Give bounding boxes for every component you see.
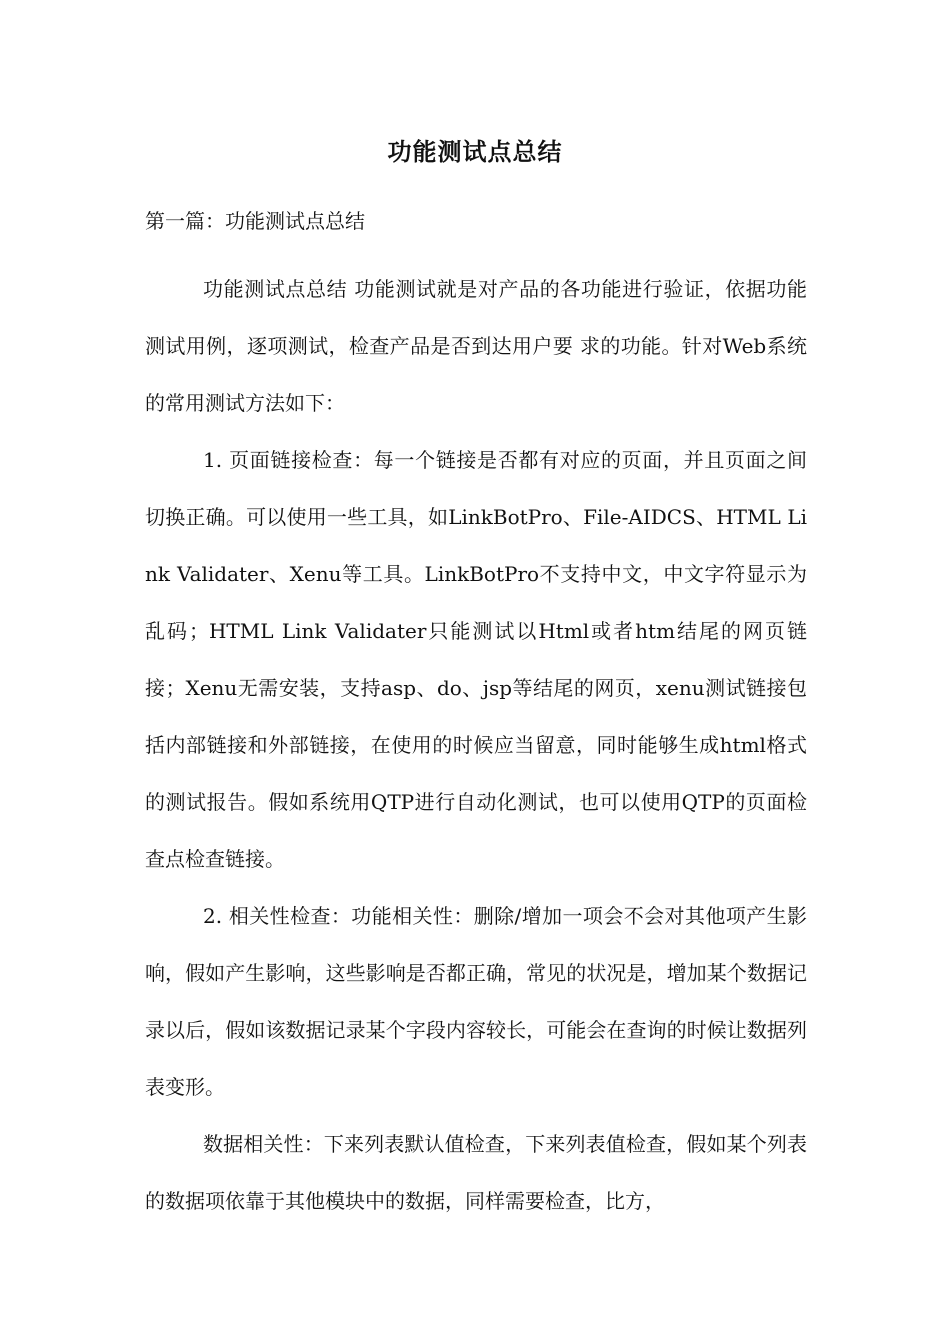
page-title: 功能测试点总结: [387, 137, 563, 166]
paragraph-link-check: 1. 页面链接检查：每一个链接是否都有对应的页面，并且页面之间切换正确。可以使用一些工具，如LinkBotPro、File-AIDCS、HTML Link Validater、Xenu等工具。LinkBotPro不支持中文，中文字符显示为乱码；HTML Link Validater只能测试以Html或者htm结尾的网页链接；Xenu无需安装，支持asp、do、jsp等结尾的网页，xenu测试链接包括内部链接和外部链接，在使用的时候应当留意，同时能够生成html格式的测试报告。假如系统用QTP进行自动化测试，也可以使用QTP的页面检查点检查链接。: [145, 448, 807, 871]
section-heading: 第一篇：功能测试点总结: [145, 209, 365, 233]
paragraph-relevance-check: 2. 相关性检查：功能相关性：删除/增加一项会不会对其他项产生影响，假如产生影响，这些影响是否都正确，常见的状况是，增加某个数据记录以后，假如该数据记录某个字段内容较长，可能会在查询的时候让数据列表变形。: [145, 904, 807, 1099]
body-text: [145, 261, 807, 1230]
paragraph-data-relevance: 数据相关性：下来列表默认值检查，下来列表值检查，假如某个列表的数据项依靠于其他模块中的数据，同样需要检查，比方，: [145, 1132, 807, 1213]
paragraph-intro: 功能测试点总结 功能测试就是对产品的各功能进行验证，依据功能测试用例，逐项测试，检查产品是否到达用户要 求的功能。针对Web系统的常用测试方法如下：: [145, 277, 807, 415]
